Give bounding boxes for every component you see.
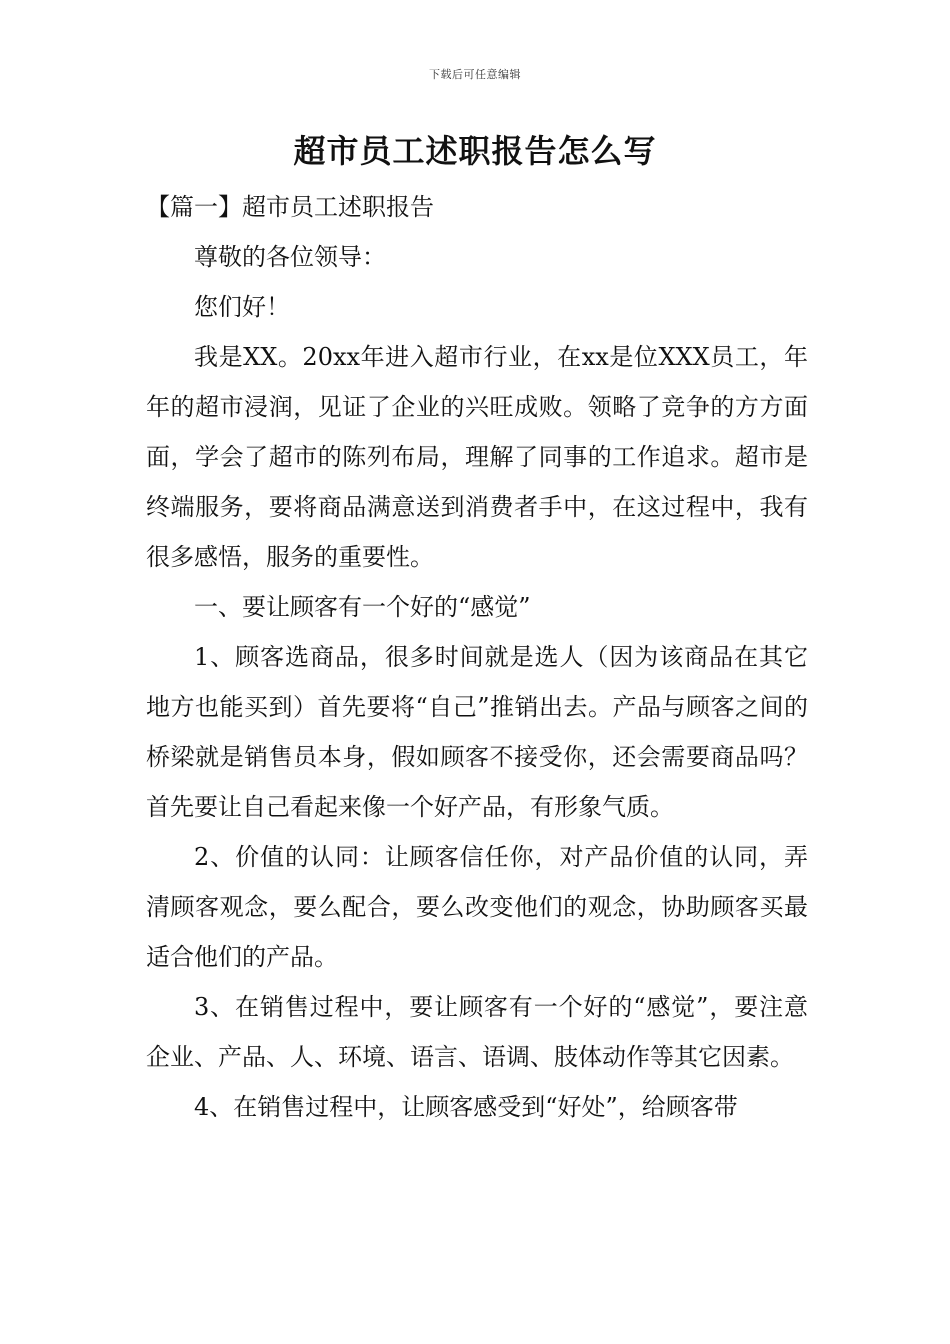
- body-paragraph-3: 3、在销售过程中，要让顾客有一个好的“感觉”，要注意企业、产品、人、环境、语言、语调、肢体动作等其它因素。: [146, 993, 808, 1071]
- document-body: [146, 182, 808, 1132]
- page-header-note: 下载后可任意编辑: [429, 68, 521, 81]
- body-paragraph-4: 4、在销售过程中，让顾客感受到“好处”，给顾客带: [194, 1093, 738, 1121]
- intro-paragraph: 我是XX。20xx年进入超市行业，在xx是位XXX员工，年年的超市浸润，见证了企业的兴旺成败。领略了竞争的方方面面，学会了超市的陈列布局，理解了同事的工作追求。超市是终端服务，要将商品满意送到消费者手中，在这过程中，我有很多感悟，服务的重要性。: [146, 343, 808, 571]
- salutation: 尊敬的各位领导：: [194, 243, 386, 271]
- document-title: 超市员工述职报告怎么写: [293, 132, 657, 170]
- subsection-heading: 一、要让顾客有一个好的“感觉”: [194, 593, 531, 621]
- section-heading: 【篇一】超市员工述职报告: [146, 193, 434, 221]
- body-paragraph-1: 1、顾客选商品，很多时间就是选人（因为该商品在其它地方也能买到）首先要将“自己”推销出去。产品与顾客之间的桥梁就是销售员本身，假如顾客不接受你，还会需要商品吗？首先要让自己看起来像一个好产品，有形象气质。: [146, 643, 808, 821]
- greeting: 您们好！: [194, 293, 290, 321]
- body-paragraph-2: 2、价值的认同：让顾客信任你，对产品价值的认同，弄清顾客观念，要么配合，要么改变他们的观念，协助顾客买最适合他们的产品。: [146, 843, 808, 971]
